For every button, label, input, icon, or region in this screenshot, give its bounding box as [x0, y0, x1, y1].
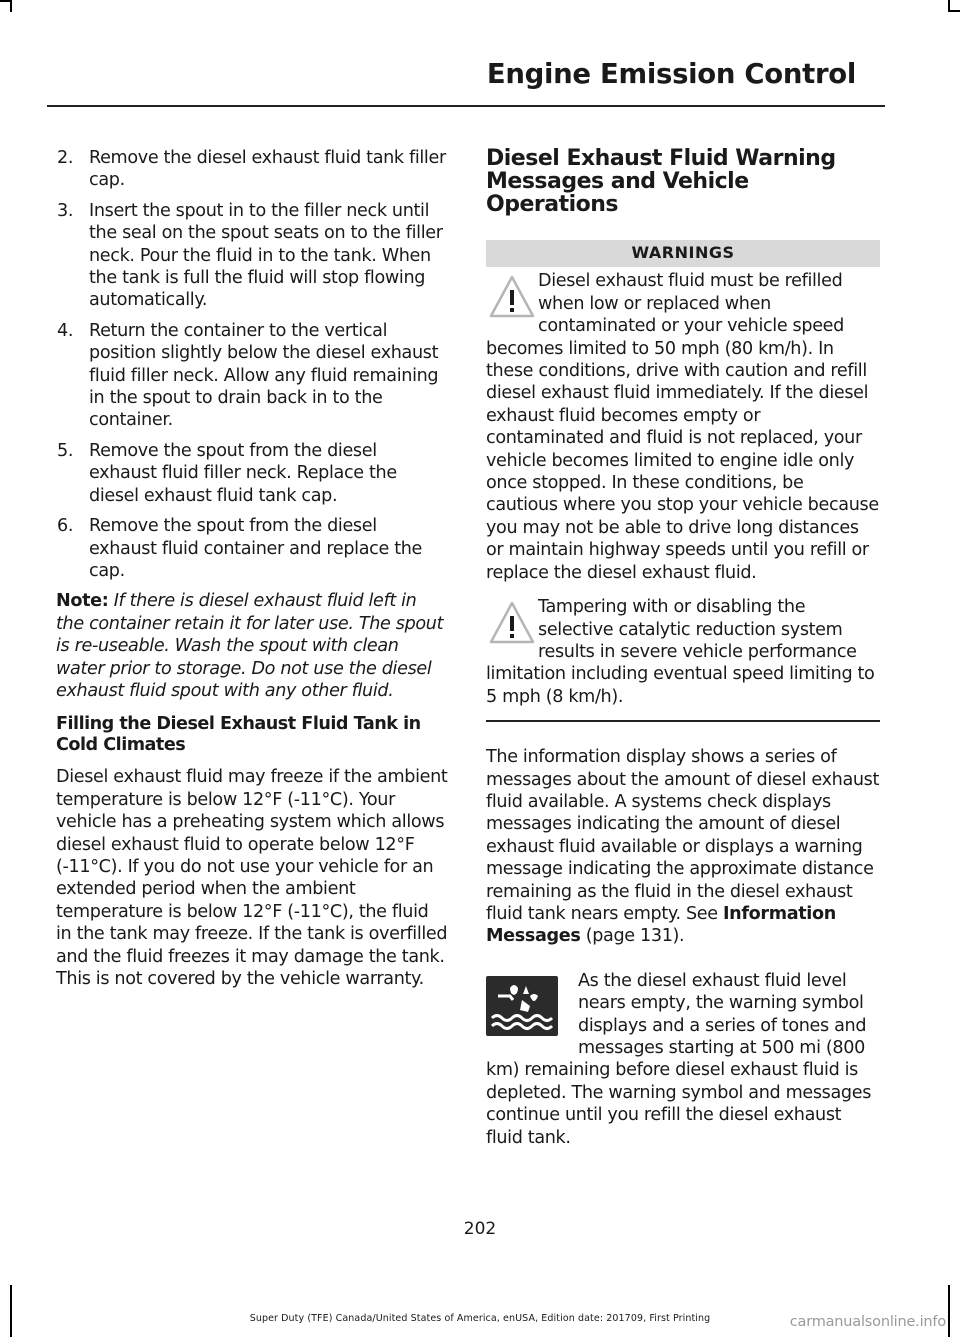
- def-level-text: As the diesel exhaust fluid level nears empty, the warning symbol displays and a series of tones and messages starting at 500 mi (800 km) remaining before diesel exhaust fluid is depleted. The warning symbol and messages continue until you refill the diesel exhaust fluid tank.: [486, 970, 872, 1148]
- left-column: [56, 147, 448, 990]
- cold-climates-heading: Filling the Diesel Exhaust Fluid Tank in Cold Climates: [56, 714, 421, 756]
- note-text: If there is diesel exhaust fluid left in the container retain it for later use. The spout is re-useable. Wash the spout with clean water prior to storage. Do not use the diesel exhaust fluid spout with any other fluid.: [56, 591, 444, 701]
- crop-mark: [10, 1285, 12, 1337]
- information-messages-link[interactable]: Information Messages: [486, 903, 836, 947]
- step-text: Insert the spout in to the filler neck until the seal on the spout seats on to the filler neck. Pour the fluid in to the tank. When the tank is full the fluid will stop flowing automatically.: [89, 200, 443, 311]
- crop-mark: [948, 1285, 950, 1337]
- spacer: [486, 584, 880, 596]
- note-paragraph: [56, 590, 448, 702]
- header-rule: [47, 105, 885, 107]
- warning-triangle-icon: [486, 598, 538, 650]
- step-number: 6.: [57, 516, 74, 537]
- page-reference: (page 131).: [580, 926, 685, 947]
- warning-text: Diesel exhaust fluid must be refilled when low or replaced when contaminated or your vehicle speed becomes limited to 50 mph (80 km/h). In these conditions, drive with caution and refill diesel exhaust fluid immediately. If the diesel exhaust fluid becomes empty or contaminated and fluid is not replaced, your vehicle becomes limited to engine idle only once stopped. In these conditions, be cautious where you stop your vehicle because you may not be able to drive long distances or maintain highway speeds until you refill or replace the diesel exhaust fluid.: [486, 271, 879, 583]
- warnings-end-rule: [486, 720, 880, 722]
- watermark: carmanualsonline.info: [789, 1314, 946, 1330]
- diesel-exhaust-fluid-warning-icon: [486, 976, 558, 1036]
- step-number: 3.: [57, 200, 74, 221]
- info-text: The information display shows a series of messages about the amount of diesel exhaust fluid available. A systems check displays messages indicating the amount of diesel exhaust fluid available or displays a warning message indicating the approximate distance remaining as the fluid in the diesel exhaust fluid tank nears empty. See: [486, 747, 880, 924]
- warning-block: [486, 596, 880, 708]
- warnings-bar: WARNINGS: [486, 240, 880, 267]
- list-item: [56, 440, 448, 507]
- step-text: Return the container to the vertical position slightly below the diesel exhaust fluid filler neck. Allow any fluid remaining in the spout to drain back in to the container.: [89, 320, 439, 431]
- page-number: 202: [463, 1219, 497, 1239]
- list-item: [56, 147, 448, 192]
- list-item: [56, 320, 448, 432]
- warning-block: [486, 270, 880, 584]
- step-number: 5.: [57, 440, 74, 461]
- crop-mark: [948, 10, 960, 12]
- step-number: 2.: [57, 148, 74, 168]
- step-text: Remove the spout from the diesel exhaust fluid container and replace the cap.: [89, 516, 423, 581]
- page-header-title: Engine Emission Control: [486, 58, 856, 90]
- step-text: Remove the diesel exhaust fluid tank filler cap.: [89, 148, 446, 191]
- crop-mark: [10, 0, 12, 12]
- def-level-block: [486, 970, 880, 1149]
- warning-triangle-icon: [486, 272, 538, 324]
- steps-list: [56, 147, 448, 582]
- info-paragraph: [486, 746, 880, 948]
- footer-edition-text: Super Duty (TFE) Canada/United States of America, enUSA, Edition date: 201709, First Printing: [249, 1313, 711, 1324]
- step-text: Remove the spout from the diesel exhaust fluid filler neck. Replace the diesel exhaust fluid tank cap.: [89, 440, 397, 506]
- cold-climates-text: Diesel exhaust fluid may freeze if the ambient temperature is below 12°F (-11°C). Your vehicle has a preheating system which allows diesel exhaust fluid to operate below 12°F (-11°C). If you do not use your vehicle for an extended period when the ambient temperature is below 12°F (-11°C), the fluid in the tank may freeze. If the tank is overfilled and the fluid freezes it may damage the tank. This is not covered by the vehicle warranty.: [56, 767, 448, 989]
- warning-text: Tampering with or disabling the selective catalytic reduction system results in severe vehicle performance limitation including eventual speed limiting to 5 mph (8 km/h).: [486, 597, 875, 707]
- section-title: Diesel Exhaust Fluid Warning Messages and Vehicle Operations: [486, 146, 836, 217]
- right-column: [486, 147, 880, 1149]
- step-number: 4.: [57, 320, 74, 341]
- note-label: Note:: [56, 591, 109, 612]
- def-icon-wrapper: [486, 976, 572, 1038]
- list-item: [56, 200, 448, 312]
- list-item: [56, 515, 448, 582]
